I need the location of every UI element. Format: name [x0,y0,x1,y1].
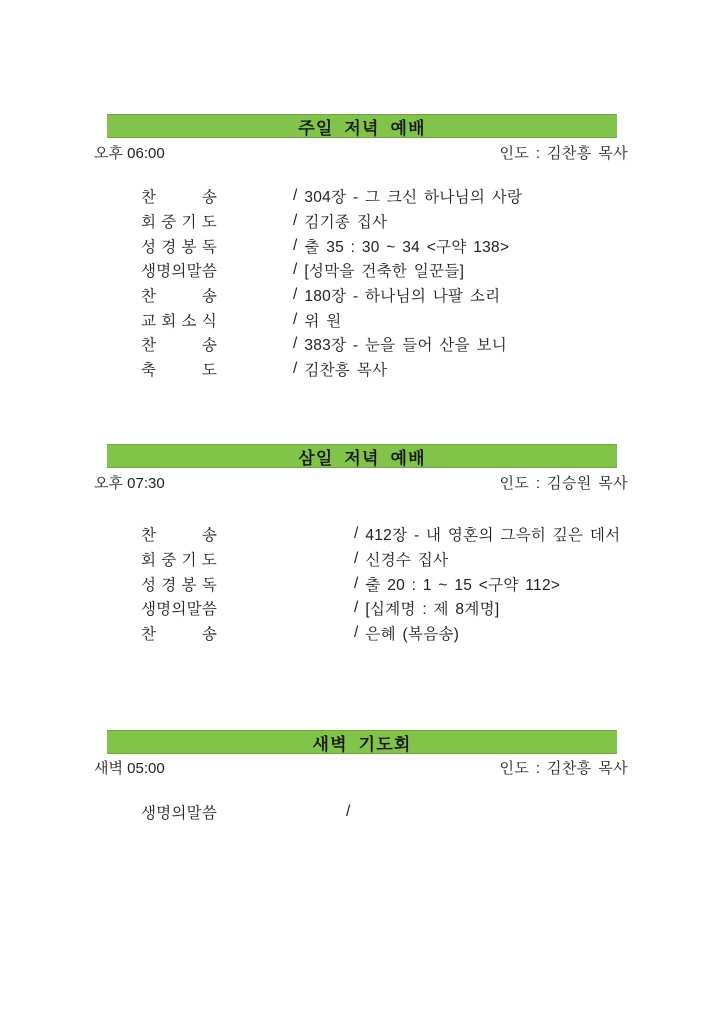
order-item-row [141,596,628,621]
order-item-label-token: 경 [161,576,177,594]
order-item-row [141,258,628,283]
order-items [141,184,628,382]
order-item-value-group [354,621,459,646]
order-item-label [141,185,217,207]
order-item-label-token: 경 [161,238,177,256]
order-item-separator: / [293,212,298,230]
section-title: 새벽 기도회 [312,734,412,754]
order-item-value-group [293,332,507,357]
section-info-row [94,472,628,493]
order-item-value-group [293,233,509,258]
order-item-label [141,309,217,331]
order-item-value: 180장 - 하나님의 나팔 소리 [304,288,501,306]
order-item-label-token: 기 [181,214,197,232]
order-item-row [141,800,628,825]
order-item-label [141,235,217,257]
order-item-label-token: 회 [161,312,177,330]
order-item-row [141,621,628,646]
order-item-row [141,547,628,572]
service-leader: 인도 : 김승원 목사 [499,475,628,492]
order-item-label-token: 송 [201,288,217,306]
order-item-label [141,284,217,306]
order-item-separator: / [354,624,359,642]
order-item-label-token: 송 [201,189,217,207]
order-item-value-group [354,522,620,547]
order-item-row [141,233,628,258]
order-item-label-token: 식 [201,312,217,330]
service-section [94,730,628,830]
order-item-label-token: 성 [141,238,157,256]
order-item-value: 김찬흥 목사 [304,362,388,380]
service-leader: 인도 : 김찬흥 목사 [499,760,628,777]
section-title-bar [107,730,617,754]
section-title-bar [107,444,617,468]
order-item-separator: / [293,236,298,254]
service-leader: 인도 : 김찬흥 목사 [499,145,628,162]
order-item-row [141,332,628,357]
order-item-label-token: 찬 [141,527,157,545]
order-item-separator: / [354,525,359,543]
order-item-separator: / [293,360,298,378]
section-title: 삼일 저녁 예배 [298,448,426,468]
order-item-label [141,210,217,232]
order-item-label-token: 기 [181,552,197,570]
order-item-row [141,571,628,596]
order-item-label [141,801,217,823]
order-item-label-token: 회 [141,552,157,570]
order-item-value: 김기종 집사 [304,214,388,232]
order-item-value-group [293,357,387,382]
order-item-label-token: 송 [201,527,217,545]
order-item-value-group [346,800,357,825]
order-item-value-group [354,596,500,621]
order-item-separator: / [293,261,298,279]
order-item-label [141,622,217,644]
order-item-label-token: 독 [201,238,217,256]
order-item-value-group [293,307,341,332]
order-item-row [141,307,628,332]
order-item-label-token: 성 [141,576,157,594]
order-items [141,800,628,825]
order-item-label-token: 중 [161,552,177,570]
order-item-row [141,184,628,209]
order-item-label-token: 송 [201,337,217,355]
order-item-separator: / [293,335,298,353]
order-item-label-token: 교 [141,312,157,330]
order-item-separator: / [346,803,351,821]
order-item-value-group [293,258,464,283]
order-item-label [141,573,217,595]
order-item-value: 412장 - 내 영혼의 그윽히 깊은 데서 [365,527,621,545]
section-title: 주일 저녁 예배 [298,118,426,138]
order-item-label-token: 찬 [141,189,157,207]
order-item-separator: / [354,574,359,592]
order-item-value: 383장 - 눈을 들어 산을 보니 [304,337,508,355]
order-item-row [141,522,628,547]
order-item-value-group [354,547,448,572]
section-info-row [94,757,628,778]
order-item-separator: / [293,310,298,328]
order-item-label-token: 도 [201,552,217,570]
order-item-label-token: 도 [201,362,217,380]
order-item-value: [십계명 : 제 8계명] [365,601,500,619]
order-item-label-token: 축 [141,362,157,380]
order-item-label-token: 생명의 [141,263,187,281]
order-item-label-token: 도 [201,214,217,232]
order-item-label-token: 소 [181,312,197,330]
order-item-value: 신경수 집사 [365,552,449,570]
order-item-label-token: 찬 [141,337,157,355]
order-item-label [141,333,217,355]
order-item-value-group [293,184,522,209]
service-section [94,444,628,654]
order-item-row [141,283,628,308]
order-item-row [141,209,628,234]
order-item-label-token: 송 [201,626,217,644]
order-item-label-token: 말씀 [186,805,217,823]
order-item-label-token: 독 [201,576,217,594]
order-item-label-token: 찬 [141,626,157,644]
order-item-separator: / [293,286,298,304]
order-item-label [141,259,217,281]
order-item-label-token: 중 [161,214,177,232]
order-item-label-token: 생명의 [141,601,187,619]
section-info-row [94,142,628,163]
service-section [94,114,628,404]
order-item-value: 304장 - 그 크신 하나님의 사랑 [304,189,523,207]
order-item-value-group [293,209,387,234]
order-item-value-group [354,571,560,596]
order-item-label [141,523,217,545]
section-title-bar [107,114,617,138]
order-item-label-token: 생명의 [141,805,187,823]
order-item-separator: / [293,187,298,205]
order-items [141,522,628,645]
order-item-label-token: 봉 [181,238,197,256]
order-item-value: 출 20 : 1 ~ 15 <구약 112> [365,576,561,594]
order-item-value: 은혜 (복음송) [365,626,460,644]
order-item-value: 출 35 : 30 ~ 34 <구약 138> [304,238,510,256]
order-item-value-group [293,283,500,308]
order-item-label-token: 찬 [141,288,157,306]
order-item-label [141,548,217,570]
order-item-label-token: 봉 [181,576,197,594]
order-item-separator: / [354,550,359,568]
order-item-separator: / [354,599,359,617]
order-item-label [141,358,217,380]
service-time: 새벽 05:00 [94,760,165,777]
order-item-label-token: 말씀 [186,601,217,619]
order-item-label [141,597,217,619]
service-time: 오후 06:00 [94,145,165,162]
order-item-row [141,357,628,382]
order-item-label-token: 회 [141,214,157,232]
order-item-value: [성막을 건축한 일꾼들] [304,263,465,281]
order-item-value: 위 원 [304,312,342,330]
service-time: 오후 07:30 [94,475,165,492]
order-item-label-token: 말씀 [186,263,217,281]
